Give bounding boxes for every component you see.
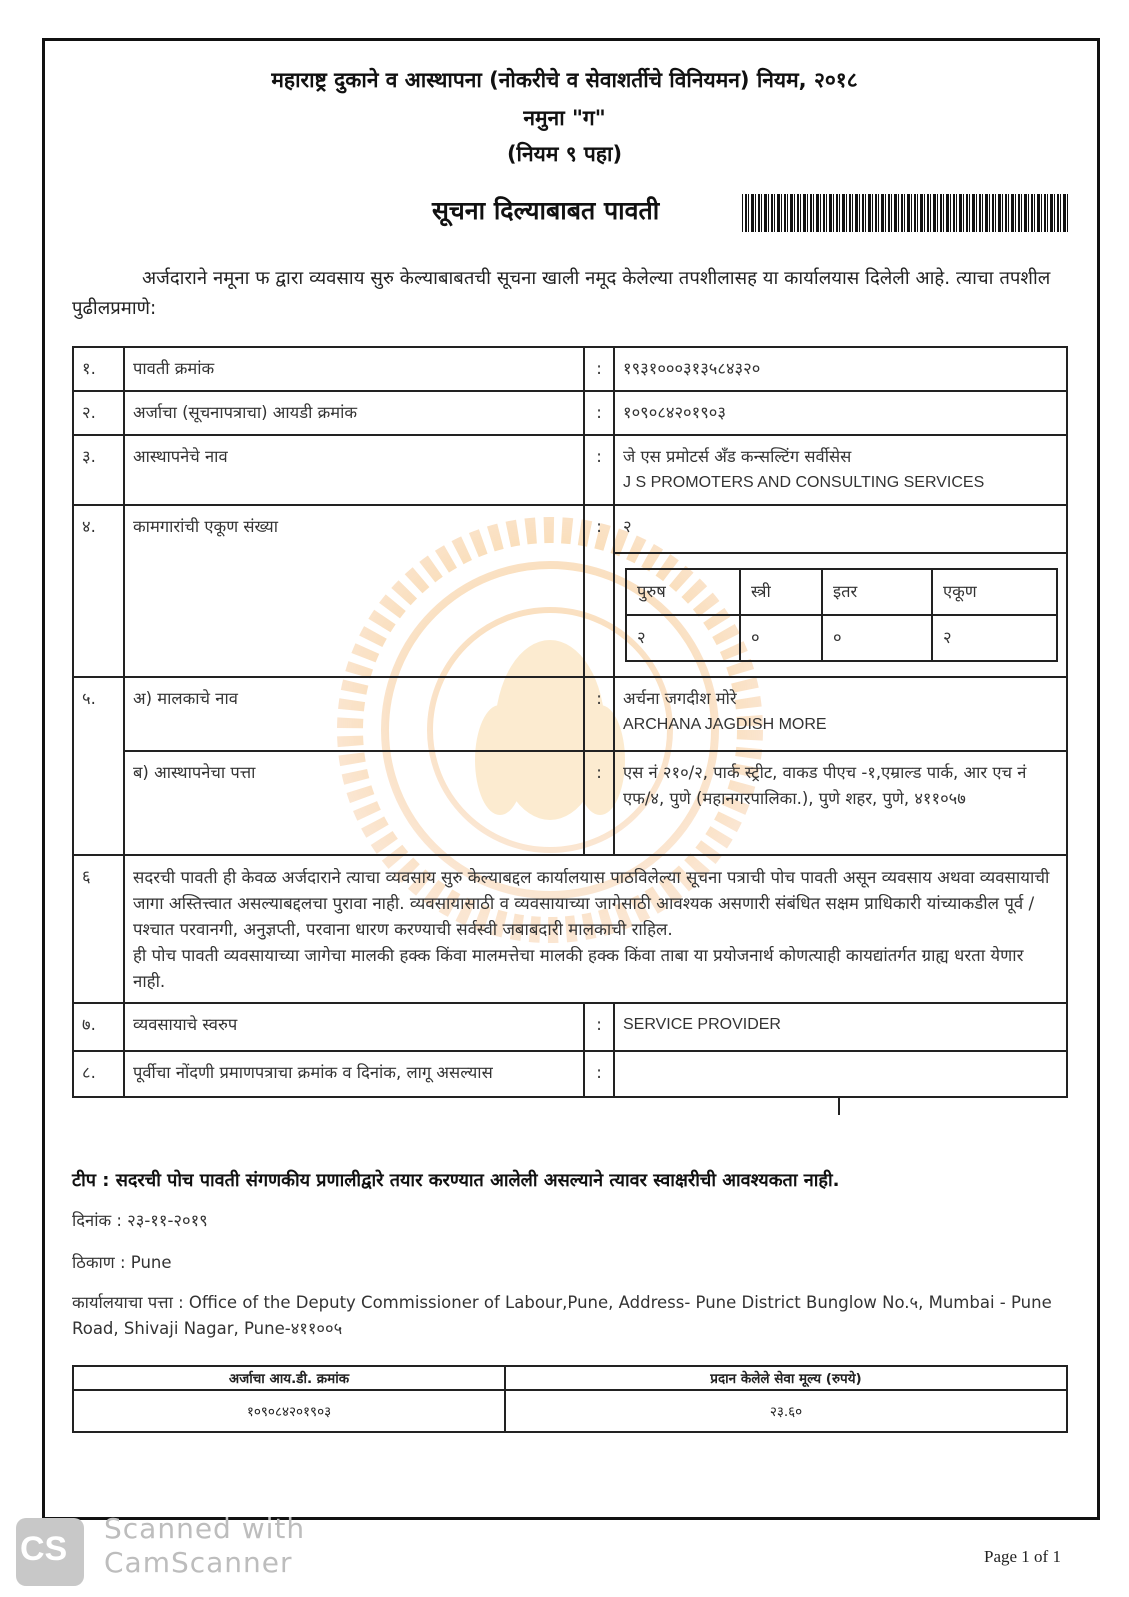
row-label: अर्जाचा (सूचनापत्राचा) आयडी क्रमांक [124,391,584,435]
issue-date: दिनांक : २३-११-२०१९ [72,1211,208,1230]
row-number: ४. [73,505,124,677]
camscanner-watermark [104,1512,305,1580]
row-label: ब) आस्थापनेचा पत्ता [124,751,584,855]
table-row [73,1003,1067,1051]
colon: : [584,435,614,505]
colon: : [584,391,614,435]
table-row [73,1051,1067,1097]
table-row [73,855,1067,1003]
workers-breakdown-cell [614,553,1067,677]
workers-other-count: ० [822,615,932,661]
workers-header-other: इतर [822,569,932,615]
workers-total-count: २ [932,615,1057,661]
page-number: Page 1 of 1 [984,1547,1061,1566]
owner-name-marathi: अर्चना जगदीश मोरे [623,689,737,708]
row-number: ६ [73,855,124,1003]
row-label: कामगारांची एकूण संख्या [124,505,584,677]
owner-name [614,677,1067,751]
row-number: २. [73,391,124,435]
colon: : [584,347,614,391]
workers-header-male: पुरुष [626,569,740,615]
receipt-number: १९३१०००३१३५८४३२० [614,347,1067,391]
table-row [73,677,1067,751]
table-row [73,391,1067,435]
row-label: पूर्वीचा नोंदणी प्रमाणपत्राचा क्रमांक व दिनांक, लागू असल्यास [124,1051,584,1097]
colon: : [584,505,614,677]
camscanner-line-1: Scanned with [104,1512,306,1545]
total-workers: २ [614,505,1067,553]
colon: : [584,751,614,855]
establishment-name-english: J S PROMOTERS AND CONSULTING SERVICES [623,474,985,491]
act-title: महाराष्ट्र दुकाने व आस्थापना (नोकरीचे व सेवाशर्तीचे विनियमन) नियम, २०१८ [271,68,858,92]
table-row [73,751,1067,855]
row-label: अ) मालकाचे नाव [124,677,584,751]
camscanner-logo-icon: CS [16,1518,84,1586]
disclaimer-paragraph [124,855,1067,1003]
workers-male-count: २ [626,615,740,661]
row-label: व्यवसायाचे स्वरुप [124,1003,584,1051]
text-cursor [838,1097,840,1115]
colon: : [584,1003,614,1051]
fee-header-service-charge: प्रदान केलेले सेवा मूल्य (रुपये) [505,1366,1067,1390]
row-label: पावती क्रमांक [124,347,584,391]
business-type: SERVICE PROVIDER [614,1003,1067,1051]
row-number: ३. [73,435,124,505]
fee-application-id: १०९०८४२०१९०३ [73,1390,505,1432]
computer-generated-note: टीप : सदरची पोच पावती संगणकीय प्रणालीद्वारे तयार करण्यात आलेली असल्याने त्यावर स्वाक्षरीची आवश्यकता नाही. [72,1170,840,1191]
table-row [73,505,1067,553]
row-number: १. [73,347,124,391]
row-number: ५. [73,677,124,855]
fee-header-application-id: अर्जाचा आय.डी. क्रमांक [73,1366,505,1390]
fee-table [72,1365,1068,1433]
disclaimer-text-1: सदरची पावती ही केवळ अर्जदाराने त्याचा व्यवसाय सुरु केल्याबद्दल कार्यालयास पाठविलेल्या सूचना पत्राची पोच पावती असून व्यवसाय अथवा व्यवसायाची जागा अस्तित्त्वात असल्याबद्दलचा पुरावा नाही. व्यवसायासाठी व व्यवसायाच्या जागेसाठी आवश्यक असणारी संबंधित सक्षम प्राधिकारी यांच्याकडील पूर्व / पश्चात परवानगी, अनुज्ञप्ती, परवाना धारण करण्याची सर्वस्वी जबाबदारी मालकाची राहिल. [133,867,1050,939]
establishment-name [614,435,1067,505]
workers-header-total: एकूण [932,569,1057,615]
camscanner-line-2: CamScanner [104,1546,293,1579]
barcode-icon [742,194,1068,232]
table-row [73,435,1067,505]
fee-service-charge: २३.६० [505,1390,1067,1432]
row-number: ८. [73,1051,124,1097]
workers-header-female: स्त्री [740,569,822,615]
colon: : [584,1051,614,1097]
establishment-address: एस नं २१०/२, पार्क स्ट्रीट, वाकड पीएच -१,एम्राल्ड पार्क, आर एच नं एफ/४, पुणे (महानगरपालिका.), पुणे शहर, पुणे, ४११०५७ [614,751,1067,855]
application-id: १०९०८४२०१९०३ [614,391,1067,435]
owner-name-english: ARCHANA JAGDISH MORE [623,716,827,733]
rule-reference: (नियम ९ पहा) [506,142,623,166]
table-row [73,347,1067,391]
workers-female-count: ० [740,615,822,661]
details-table [72,346,1068,1098]
row-label: आस्थापनेचे नाव [124,435,584,505]
issue-place: ठिकाण : Pune [72,1253,172,1272]
form-name: नमुना "ग" [523,106,606,130]
workers-breakdown-table [625,568,1058,662]
document-title: सूचना दिल्याबाबत पावती [432,196,660,225]
intro-paragraph: अर्जदाराने नमूना फ द्वारा व्यवसाय सुरु केल्याबाबतची सूचना खाली नमूद केलेल्या तपशीलासह या कार्यालयास दिलेली आहे. त्याचा तपशील पुढीलप्रमाणे: [72,268,1051,319]
colon: : [584,677,614,751]
disclaimer-text-2: ही पोच पावती व्यवसायाच्या जागेचा मालकी हक्क किंवा मालमत्तेचा मालकी हक्क किंवा ताबा या प्रयोजनार्थ कोणत्याही कायद्यांतर्गत ग्राह्य धरता येणार नाही. [133,945,1024,991]
row-number: ७. [73,1003,124,1051]
establishment-name-marathi: जे एस प्रमोटर्स अँड कन्सल्टिंग सर्वीसेस [623,447,852,466]
previous-registration [614,1051,1067,1097]
office-address: कार्यालयाचा पत्ता : Office of the Deputy Commissioner of Labour,Pune, Address- Pune District Bunglow No.५, Mumbai - Pune Road, Shivaji Nagar, Pune-४११००५ [72,1293,1052,1338]
